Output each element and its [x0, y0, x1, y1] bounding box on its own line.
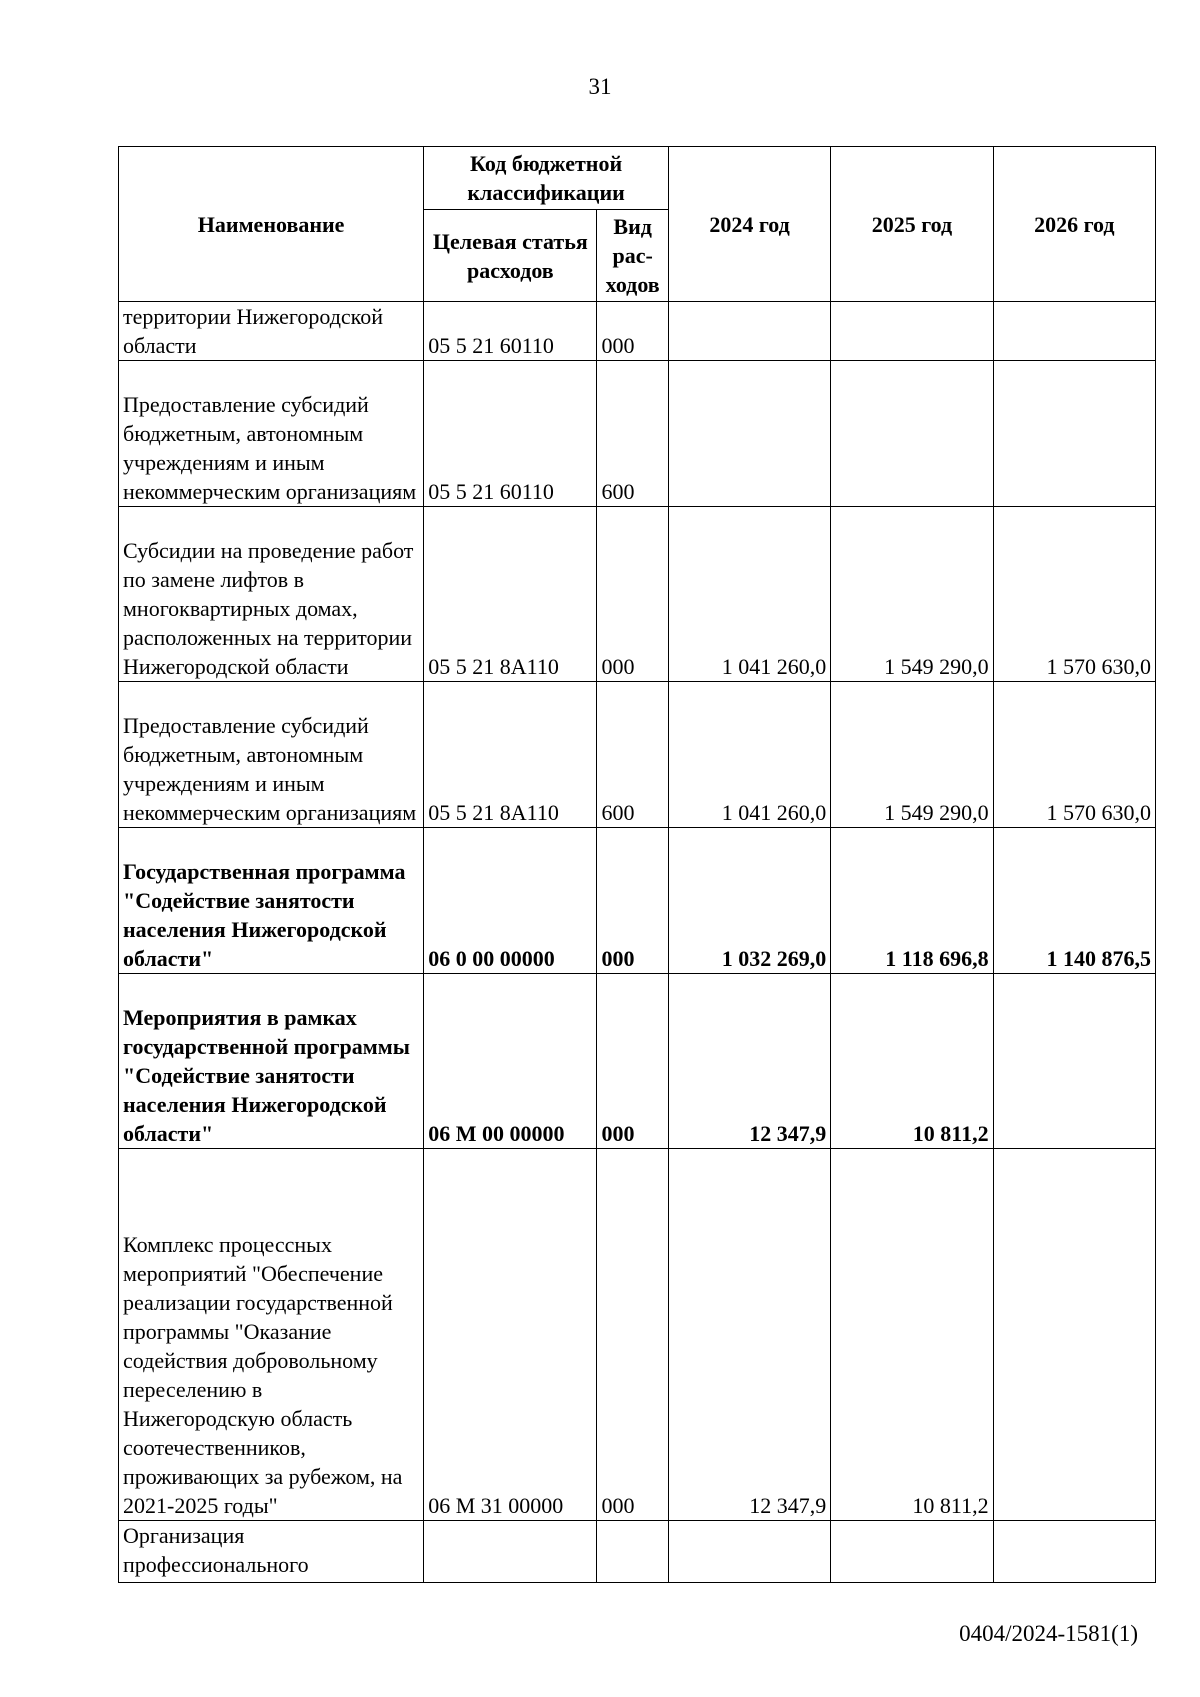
row-value-2024 — [668, 302, 830, 361]
row-expense-type: 600 — [597, 361, 668, 507]
row-expense-type: 000 — [597, 1149, 668, 1521]
row-value-2026 — [993, 1149, 1155, 1521]
row-value-2024: 1 041 260,0 — [668, 507, 830, 682]
page-number: 31 — [588, 74, 612, 99]
row-value-2025: 1 549 290,0 — [831, 682, 993, 828]
row-target-article: 06 0 00 00000 — [424, 828, 597, 974]
row-value-2024 — [668, 361, 830, 507]
header-target-article: Целевая статья расходов — [424, 210, 597, 302]
row-value-2024: 12 347,9 — [668, 974, 830, 1149]
row-value-2025: 10 811,2 — [831, 1149, 993, 1521]
row-target-article: 06 М 00 00000 — [424, 974, 597, 1149]
row-expense-type: 000 — [597, 974, 668, 1149]
row-target-article: 05 5 21 8А110 — [424, 682, 597, 828]
row-name: Организация профессионального — [119, 1521, 424, 1583]
row-value-2026 — [993, 361, 1155, 507]
row-value-2024 — [668, 1521, 830, 1583]
table-row — [119, 507, 1156, 682]
row-name: территории Нижегородской области — [119, 302, 424, 361]
header-2026: 2026 год — [993, 147, 1155, 302]
header-2025: 2025 год — [831, 147, 993, 302]
header-budget-code: Код бюджетной классификации — [424, 147, 669, 210]
document-registration-code: 0404/2024-1581(1) — [959, 1621, 1138, 1646]
row-target-article: 06 М 31 00000 — [424, 1149, 597, 1521]
row-target-article: 05 5 21 60110 — [424, 302, 597, 361]
table-row — [119, 974, 1156, 1149]
row-value-2024: 1 041 260,0 — [668, 682, 830, 828]
table-row — [119, 1521, 1156, 1583]
row-name: Государственная программа "Содействие занятости населения Нижегородской области" — [119, 828, 424, 974]
header-expense-type: Вид рас-ходов — [597, 210, 668, 302]
table-row — [119, 302, 1156, 361]
row-value-2026: 1 570 630,0 — [993, 507, 1155, 682]
row-value-2025 — [831, 302, 993, 361]
row-target-article: 05 5 21 8А110 — [424, 507, 597, 682]
row-expense-type: 000 — [597, 828, 668, 974]
row-value-2024: 12 347,9 — [668, 1149, 830, 1521]
row-expense-type — [597, 1521, 668, 1583]
table-row — [119, 828, 1156, 974]
row-name: Субсидии на проведение работ по замене лифтов в многоквартирных домах, расположенных на территории Нижегородской области — [119, 507, 424, 682]
row-name: Комплекс процессных мероприятий "Обеспечение реализации государственной программы "Оказание содействия добровольному переселению в Нижегородскую область соотечественников, проживающих за рубежом, на 2021-2025 годы" — [119, 1149, 424, 1521]
row-value-2025: 1 118 696,8 — [831, 828, 993, 974]
table-body — [119, 302, 1156, 1583]
row-value-2026: 1 570 630,0 — [993, 682, 1155, 828]
row-target-article: 05 5 21 60110 — [424, 361, 597, 507]
row-value-2025: 1 549 290,0 — [831, 507, 993, 682]
row-name: Мероприятия в рамках государственной программы "Содействие занятости населения Нижегородской области" — [119, 974, 424, 1149]
row-expense-type: 600 — [597, 682, 668, 828]
row-value-2026 — [993, 1521, 1155, 1583]
row-name: Предоставление субсидий бюджетным, автономным учреждениям и иным некоммерческим организациям — [119, 361, 424, 507]
row-value-2025 — [831, 361, 993, 507]
table-header — [119, 147, 1156, 302]
row-value-2025: 10 811,2 — [831, 974, 993, 1149]
table-row — [119, 682, 1156, 828]
row-value-2026 — [993, 302, 1155, 361]
row-name: Предоставление субсидий бюджетным, автономным учреждениям и иным некоммерческим организациям — [119, 682, 424, 828]
header-name: Наименование — [119, 147, 424, 302]
row-value-2026: 1 140 876,5 — [993, 828, 1155, 974]
row-value-2024: 1 032 269,0 — [668, 828, 830, 974]
budget-table — [118, 146, 1156, 1583]
row-expense-type: 000 — [597, 302, 668, 361]
header-2024: 2024 год — [668, 147, 830, 302]
row-value-2026 — [993, 974, 1155, 1149]
row-value-2025 — [831, 1521, 993, 1583]
table-row — [119, 361, 1156, 507]
row-expense-type: 000 — [597, 507, 668, 682]
row-target-article — [424, 1521, 597, 1583]
table-row — [119, 1149, 1156, 1521]
